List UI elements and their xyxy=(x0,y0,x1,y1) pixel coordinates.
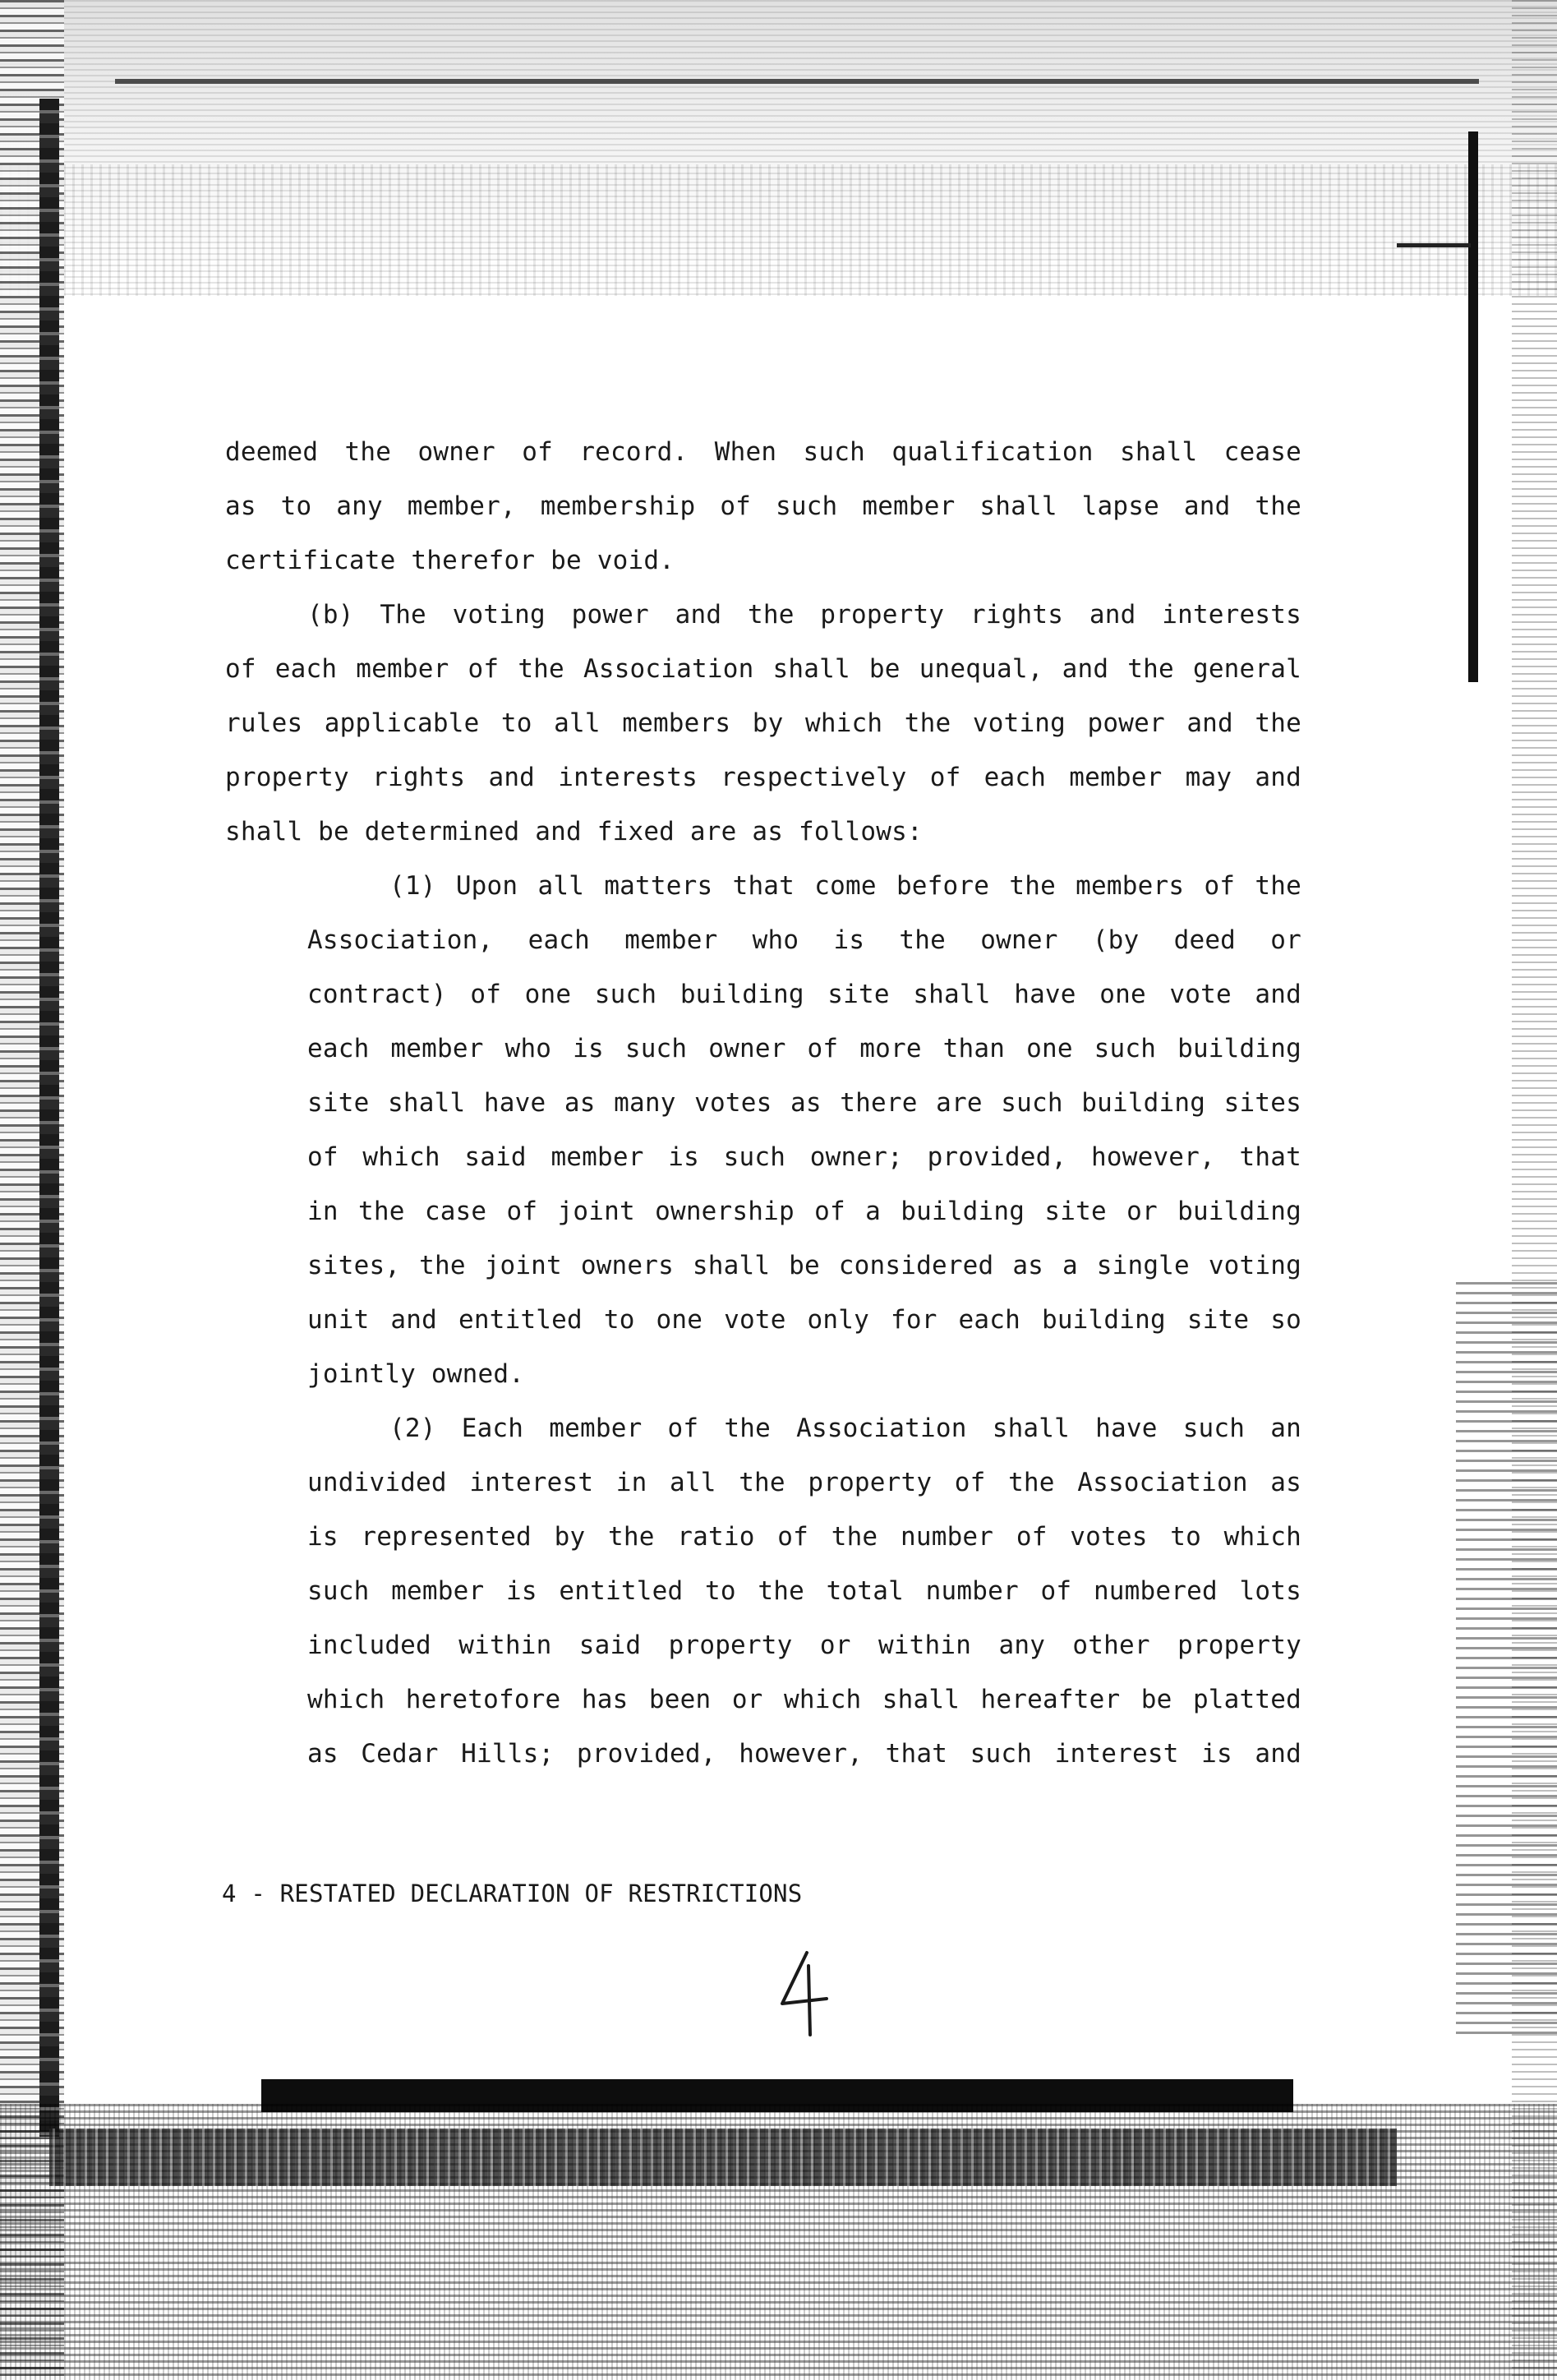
item-2-line: such member is entitled to the total number of numbered lots xyxy=(307,1576,1301,1606)
item-2-line: undivided interest in all the property of the Association as xyxy=(307,1468,1301,1497)
item-1-line: contract) of one such building site shall have one vote and xyxy=(307,980,1301,1009)
item-1-line: sites, the joint owners shall be considered as a single voting xyxy=(307,1251,1301,1280)
item-1-line: site shall have as many votes as there are such building sites xyxy=(307,1088,1301,1118)
text-line: as to any member, membership of such member shall lapse and the xyxy=(225,491,1301,521)
item-2-line: as Cedar Hills; provided, however, that such interest is and xyxy=(307,1739,1301,1769)
item-1-line: Association, each member who is the owner (by deed or xyxy=(307,925,1301,955)
paragraph-b-line: shall be determined and fixed are as follows: xyxy=(225,817,923,846)
paragraph-b-line: (b) The voting power and the property rights and interests xyxy=(307,600,1301,630)
item-2-line: included within said property or within any other property xyxy=(307,1630,1301,1660)
item-2-line: (2) Each member of the Association shall have such an xyxy=(389,1414,1301,1443)
text-line: deemed the owner of record. When such qualification shall cease xyxy=(225,437,1301,467)
item-1-line: each member who is such owner of more than one such building xyxy=(307,1034,1301,1063)
handwritten-page-number xyxy=(776,1948,833,2038)
paragraph-b-line: of each member of the Association shall be unequal, and the general xyxy=(225,654,1301,684)
item-1-line: in the case of joint ownership of a building site or building xyxy=(307,1197,1301,1226)
item-2-line: which heretofore has been or which shall hereafter be platted xyxy=(307,1685,1301,1714)
text-line: certificate therefor be void. xyxy=(225,546,675,575)
item-1-line: jointly owned. xyxy=(307,1359,525,1389)
item-1-line: of which said member is such owner; provided, however, that xyxy=(307,1142,1301,1172)
page-footer: 4 - RESTATED DECLARATION OF RESTRICTIONS xyxy=(222,1880,803,1907)
item-2-line: is represented by the ratio of the number of votes to which xyxy=(307,1522,1301,1552)
item-1-line: (1) Upon all matters that come before the members of the xyxy=(389,871,1301,901)
paragraph-b-line: rules applicable to all members by which the voting power and the xyxy=(225,708,1301,738)
item-1-line: unit and entitled to one vote only for each building site so xyxy=(307,1305,1301,1335)
paragraph-b-line: property rights and interests respectively of each member may and xyxy=(225,763,1301,792)
